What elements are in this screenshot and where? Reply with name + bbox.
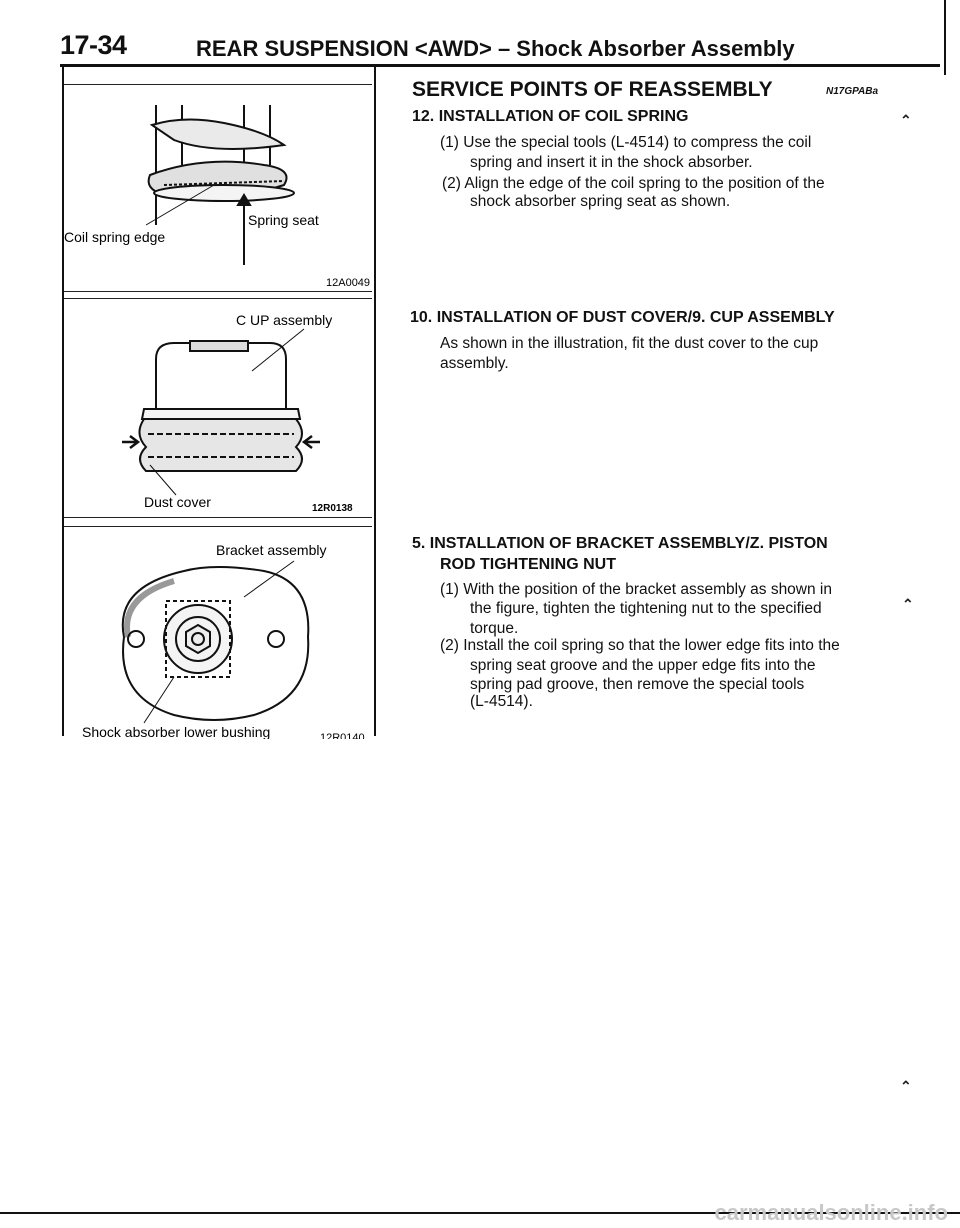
step-5-line: spring pad groove, then remove the special tools [470,676,805,693]
margin-mark: ⌃ [902,596,914,612]
step-10-line: As shown in the illustration, fit the dust cover to the cup [440,335,819,352]
step-heading-10: 10. INSTALLATION OF DUST COVER/9. CUP ASSEMBLY [410,309,835,326]
right-margin-rule [944,0,946,75]
page-title: REAR SUSPENSION <AWD> – Shock Absorber Assembly [196,36,795,61]
figure-code: 12R0138 [312,503,353,514]
coil-spring-edge-label: Coil spring edge [64,229,166,245]
watermark: carmanualsonline.info [714,1200,948,1225]
column-divider [374,66,376,736]
cup-assembly-label: C UP assembly [236,312,333,328]
figure-code: 12R0140 [320,732,365,739]
margin-mark: ⌃ [900,1078,912,1094]
step-5-line: the figure, tighten the tightening nut to the specified [470,600,822,617]
figure-code: 12A0049 [326,277,371,289]
lower-bushing-label: Shock absorber lower bushing [82,724,271,739]
bracket-assembly-illustration [64,527,372,739]
section-title: SERVICE POINTS OF REASSEMBLY [412,78,773,101]
figure-bracket-assembly [64,526,372,739]
dust-cover-illustration [64,299,372,517]
step-heading-5: 5. INSTALLATION OF BRACKET ASSEMBLY/Z. PISTON [412,535,828,552]
header-rule [60,64,940,67]
step-10-line: assembly. [440,355,509,372]
step-12-line: (1) Use the special tools (L-4514) to compress the coil [440,134,812,151]
bracket-assembly-label: Bracket assembly [216,542,327,558]
coil-spring-illustration [64,85,372,291]
step-heading-5-cont: ROD TIGHTENING NUT [440,556,616,573]
step-12-line: (2) Align the edge of the coil spring to the position of the [442,175,825,192]
section-code: N17GPABa [826,86,879,97]
page-number: 17-34 [60,30,127,60]
step-12-line: spring and insert it in the shock absorber. [470,154,753,171]
step-heading-12: 12. INSTALLATION OF COIL SPRING [412,108,689,125]
step-5-line: spring seat groove and the upper edge fits into the [470,657,816,674]
dust-cover-label: Dust cover [144,494,211,510]
step-5-line: (L-4514). [470,693,533,710]
figure-dust-cover [64,298,372,518]
step-5-line: (1) With the position of the bracket assembly as shown in [440,581,832,598]
figure-coil-spring [64,84,372,292]
step-12-line: shock absorber spring seat as shown. [470,193,731,210]
margin-mark: ⌃ [900,112,912,128]
step-5-line: torque. [470,620,519,637]
spring-seat-label: Spring seat [248,212,319,228]
step-5-line: (2) Install the coil spring so that the lower edge fits into the [440,637,840,654]
